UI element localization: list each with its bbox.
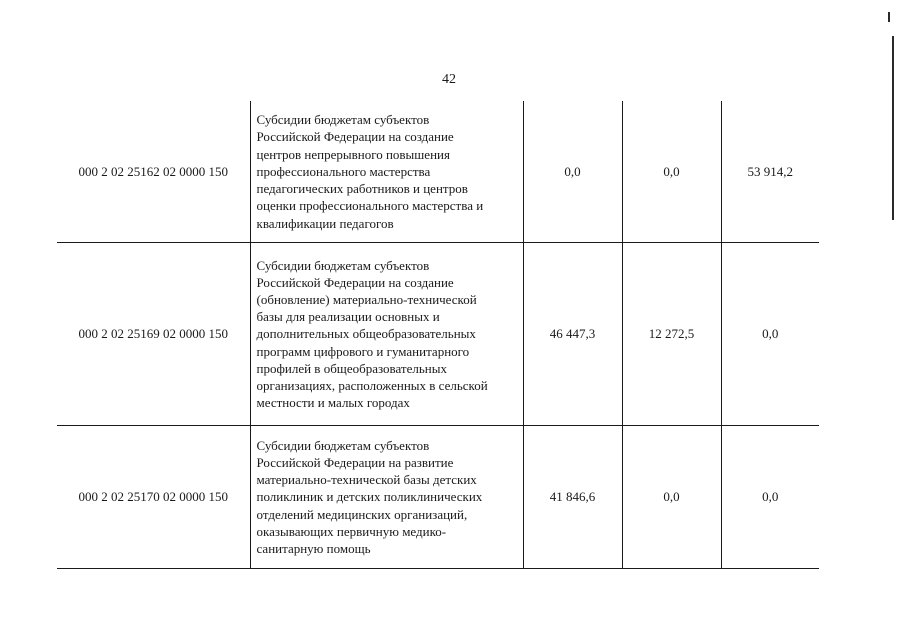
description-line: Субсидии бюджетам субъектов <box>256 437 430 453</box>
scan-mark-margin <box>892 36 894 220</box>
description-line: Российской Федерации на создание <box>256 274 454 290</box>
amount-cell: 0,0 <box>622 426 721 569</box>
amount-cell: 0,0 <box>523 101 622 243</box>
amount-cell: 53 914,2 <box>721 101 819 243</box>
description-line: организациях, расположенных в сельской <box>256 378 488 393</box>
description-line: оказывающих первичную медико- <box>256 523 447 539</box>
table-row <box>57 101 819 243</box>
amount-cell: 41 846,6 <box>523 426 622 569</box>
description-line: оценки профессионального мастерства и <box>256 198 484 214</box>
budget-table <box>57 101 819 569</box>
amount-cell: 0,0 <box>622 101 721 243</box>
scan-mark-top <box>888 12 890 22</box>
description-line: программ цифрового и гуманитарного <box>256 343 470 359</box>
description-line: квалификации педагогов <box>256 215 394 231</box>
budget-code: 000 2 02 25162 02 0000 150 <box>78 163 228 179</box>
description-line: базы для реализации основных и <box>256 309 440 325</box>
description-line: центров непрерывного повышения <box>256 146 450 162</box>
description-line: педагогических работников и центров <box>256 181 468 197</box>
budget-code: 000 2 02 25170 02 0000 150 <box>78 489 228 505</box>
description-line: отделений медицинских организаций, <box>256 506 468 522</box>
description-line: Российской Федерации на развитие <box>256 454 454 470</box>
row-description <box>250 101 523 243</box>
amount-cell: 0,0 <box>721 426 819 569</box>
page-number: 42 <box>442 72 456 87</box>
description-line: местности и малых городах <box>256 395 410 411</box>
table-row <box>57 426 819 569</box>
description-line: профессионального мастерства <box>256 163 431 179</box>
description-line: профилей в общеобразовательных <box>256 360 447 376</box>
table-row <box>57 243 819 426</box>
description-line: Российской Федерации на создание <box>256 129 454 145</box>
description-line: поликлиник и детских поликлинических <box>256 489 483 505</box>
row-description <box>250 243 523 426</box>
description-line: материально-технической базы детских <box>256 472 477 488</box>
description-line: (обновление) материально-технической <box>256 291 477 307</box>
amount-cell: 46 447,3 <box>523 243 622 426</box>
amount-cell: 0,0 <box>721 243 819 426</box>
description-line: дополнительных общеобразовательных <box>256 326 476 342</box>
row-description <box>250 426 523 569</box>
description-line: Субсидии бюджетам субъектов <box>256 257 430 273</box>
amount-cell: 12 272,5 <box>622 243 721 426</box>
description-line: санитарную помощь <box>256 541 371 556</box>
budget-code: 000 2 02 25169 02 0000 150 <box>78 326 228 342</box>
description-line: Субсидии бюджетам субъектов <box>256 112 430 128</box>
